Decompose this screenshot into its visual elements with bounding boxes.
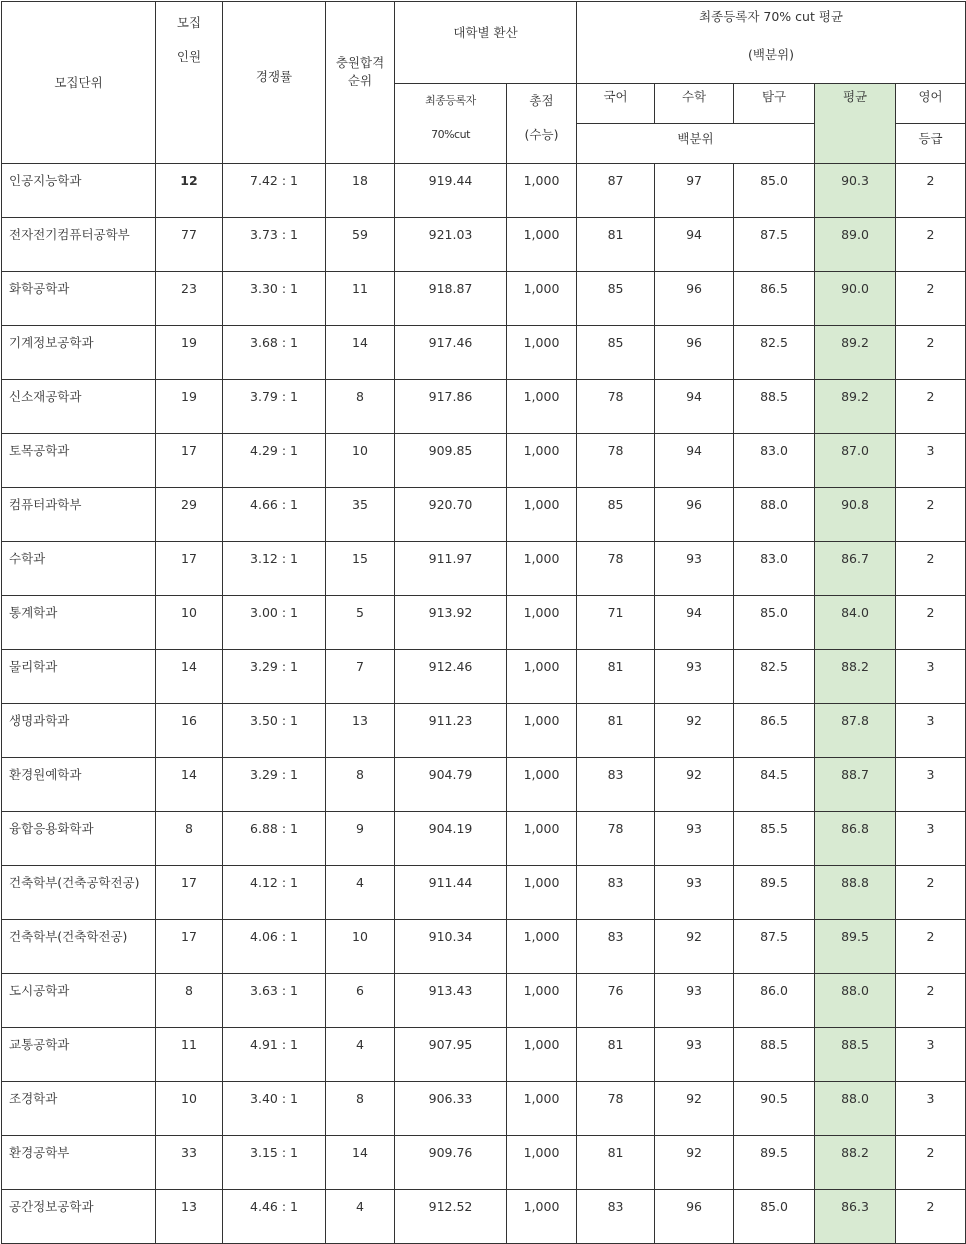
cell-explore: 88.0 [734, 488, 815, 542]
cell-final70-cut: 913.92 [395, 596, 507, 650]
cell-average: 89.5 [815, 920, 896, 974]
cell-korean: 81 [577, 1136, 655, 1190]
header-grade: 등급 [896, 124, 966, 164]
cell-english: 2 [896, 380, 966, 434]
cell-competition: 7.42 : 1 [223, 164, 326, 218]
cell-english: 3 [896, 758, 966, 812]
cell-explore: 82.5 [734, 326, 815, 380]
table-row [2, 272, 966, 326]
cell-competition: 3.50 : 1 [223, 704, 326, 758]
cell-total: 1,000 [507, 488, 577, 542]
table-row [2, 812, 966, 866]
cell-total: 1,000 [507, 812, 577, 866]
cell-competition: 3.73 : 1 [223, 218, 326, 272]
cell-final70-cut: 912.46 [395, 650, 507, 704]
cell-final70-cut: 911.44 [395, 866, 507, 920]
cell-explore: 82.5 [734, 650, 815, 704]
header-rank-line2: 순위 [347, 73, 373, 88]
cell-competition: 3.30 : 1 [223, 272, 326, 326]
cell-average: 86.8 [815, 812, 896, 866]
table-row [2, 758, 966, 812]
header-average-title: 최종등록자 70% cut 평균 [699, 9, 843, 24]
cell-unit: 신소재공학과 [2, 380, 156, 434]
cell-rank: 10 [326, 434, 395, 488]
cell-english: 2 [896, 920, 966, 974]
cell-quota: 29 [156, 488, 223, 542]
cell-math: 94 [655, 218, 734, 272]
cell-explore: 87.5 [734, 920, 815, 974]
cell-average: 88.2 [815, 1136, 896, 1190]
table-row [2, 704, 966, 758]
cell-average: 88.0 [815, 1082, 896, 1136]
cell-rank: 8 [326, 380, 395, 434]
cell-unit: 융합응용화학과 [2, 812, 156, 866]
table-row [2, 1082, 966, 1136]
cell-rank: 4 [326, 866, 395, 920]
header-rank-line1: 충원합격 [335, 55, 385, 70]
cell-competition: 4.66 : 1 [223, 488, 326, 542]
cell-math: 92 [655, 704, 734, 758]
header-final70-line1: 최종등록자 [425, 94, 476, 107]
cell-korean: 78 [577, 380, 655, 434]
cell-total: 1,000 [507, 704, 577, 758]
cell-final70-cut: 909.76 [395, 1136, 507, 1190]
cell-average: 89.2 [815, 380, 896, 434]
table-row [2, 596, 966, 650]
cell-english: 3 [896, 434, 966, 488]
cell-explore: 86.0 [734, 974, 815, 1028]
cell-total: 1,000 [507, 326, 577, 380]
cell-korean: 87 [577, 164, 655, 218]
cell-final70-cut: 920.70 [395, 488, 507, 542]
cell-total: 1,000 [507, 380, 577, 434]
cell-korean: 78 [577, 434, 655, 488]
cell-average: 88.5 [815, 1028, 896, 1082]
cell-competition: 3.63 : 1 [223, 974, 326, 1028]
cell-english: 2 [896, 1190, 966, 1244]
cell-unit: 환경원예학과 [2, 758, 156, 812]
cell-english: 2 [896, 542, 966, 596]
cell-final70-cut: 913.43 [395, 974, 507, 1028]
cell-math: 96 [655, 488, 734, 542]
table-row [2, 164, 966, 218]
cell-total: 1,000 [507, 650, 577, 704]
header-average [815, 84, 896, 164]
cell-english: 2 [896, 974, 966, 1028]
cell-math: 93 [655, 542, 734, 596]
header-unit: 모집단위 [2, 2, 156, 164]
cell-korean: 81 [577, 1028, 655, 1082]
cell-total: 1,000 [507, 164, 577, 218]
cell-korean: 71 [577, 596, 655, 650]
table-row [2, 1190, 966, 1244]
cell-quota: 77 [156, 218, 223, 272]
cell-explore: 86.5 [734, 272, 815, 326]
cell-rank: 13 [326, 704, 395, 758]
cell-final70-cut: 919.44 [395, 164, 507, 218]
cell-english: 2 [896, 272, 966, 326]
cell-explore: 85.0 [734, 596, 815, 650]
cell-final70-cut: 921.03 [395, 218, 507, 272]
cell-english: 2 [896, 866, 966, 920]
cell-quota: 11 [156, 1028, 223, 1082]
cell-korean: 85 [577, 272, 655, 326]
cell-final70-cut: 910.34 [395, 920, 507, 974]
cell-final70-cut: 912.52 [395, 1190, 507, 1244]
table-row [2, 434, 966, 488]
cell-korean: 76 [577, 974, 655, 1028]
cell-explore: 85.0 [734, 1190, 815, 1244]
header-math: 수학 [655, 84, 734, 124]
cell-average: 89.0 [815, 218, 896, 272]
cell-korean: 81 [577, 704, 655, 758]
cell-average: 84.0 [815, 596, 896, 650]
cell-average: 86.3 [815, 1190, 896, 1244]
cell-korean: 81 [577, 218, 655, 272]
cell-competition: 3.29 : 1 [223, 758, 326, 812]
cell-average: 88.0 [815, 974, 896, 1028]
table-row [2, 542, 966, 596]
cell-total: 1,000 [507, 1082, 577, 1136]
cell-average: 90.0 [815, 272, 896, 326]
cell-rank: 14 [326, 1136, 395, 1190]
cell-explore: 86.5 [734, 704, 815, 758]
cell-unit: 건축학부(건축학전공) [2, 920, 156, 974]
cell-english: 3 [896, 1082, 966, 1136]
cell-rank: 15 [326, 542, 395, 596]
cell-explore: 90.5 [734, 1082, 815, 1136]
cell-unit: 수학과 [2, 542, 156, 596]
cell-unit: 전자전기컴퓨터공학부 [2, 218, 156, 272]
cell-total: 1,000 [507, 1136, 577, 1190]
cell-math: 92 [655, 1082, 734, 1136]
cell-unit: 공간정보공학과 [2, 1190, 156, 1244]
cell-average: 89.2 [815, 326, 896, 380]
table-row [2, 218, 966, 272]
cell-explore: 88.5 [734, 1028, 815, 1082]
table-row [2, 974, 966, 1028]
table-header [2, 2, 966, 164]
header-english: 영어 [896, 84, 966, 124]
table-row [2, 380, 966, 434]
cell-quota: 17 [156, 434, 223, 488]
cell-total: 1,000 [507, 758, 577, 812]
cell-english: 2 [896, 326, 966, 380]
cell-rank: 7 [326, 650, 395, 704]
cell-total: 1,000 [507, 1028, 577, 1082]
cell-final70-cut: 904.79 [395, 758, 507, 812]
cell-unit: 건축학부(건축공학전공) [2, 866, 156, 920]
cell-explore: 84.5 [734, 758, 815, 812]
cell-rank: 9 [326, 812, 395, 866]
cell-math: 93 [655, 974, 734, 1028]
cell-quota: 19 [156, 326, 223, 380]
cell-unit: 화학공학과 [2, 272, 156, 326]
cell-explore: 87.5 [734, 218, 815, 272]
table-row [2, 920, 966, 974]
cell-unit: 도시공학과 [2, 974, 156, 1028]
cell-unit: 물리학과 [2, 650, 156, 704]
cell-quota: 17 [156, 866, 223, 920]
header-percentile: 백분위 [577, 124, 815, 164]
header-total-line2: (수능) [524, 127, 559, 142]
header-final70-line2: 70%cut [431, 128, 470, 141]
cell-math: 96 [655, 272, 734, 326]
cell-unit: 토목공학과 [2, 434, 156, 488]
cell-competition: 6.88 : 1 [223, 812, 326, 866]
cell-math: 92 [655, 1136, 734, 1190]
cell-unit: 인공지능학과 [2, 164, 156, 218]
table-row [2, 326, 966, 380]
cell-quota: 23 [156, 272, 223, 326]
cell-quota: 16 [156, 704, 223, 758]
cell-competition: 4.91 : 1 [223, 1028, 326, 1082]
table-row [2, 650, 966, 704]
cell-average: 88.7 [815, 758, 896, 812]
cell-english: 2 [896, 218, 966, 272]
cell-math: 97 [655, 164, 734, 218]
cell-average: 87.0 [815, 434, 896, 488]
cell-competition: 3.29 : 1 [223, 650, 326, 704]
cell-total: 1,000 [507, 218, 577, 272]
cell-english: 3 [896, 1028, 966, 1082]
cell-math: 94 [655, 596, 734, 650]
cell-korean: 85 [577, 488, 655, 542]
cell-unit: 통계학과 [2, 596, 156, 650]
header-rank [326, 2, 395, 164]
header-final70 [395, 84, 507, 164]
cell-rank: 35 [326, 488, 395, 542]
cell-average: 90.8 [815, 488, 896, 542]
cell-average: 88.8 [815, 866, 896, 920]
cell-competition: 4.46 : 1 [223, 1190, 326, 1244]
cell-competition: 3.12 : 1 [223, 542, 326, 596]
cell-competition: 3.79 : 1 [223, 380, 326, 434]
cell-quota: 8 [156, 812, 223, 866]
cell-explore: 89.5 [734, 1136, 815, 1190]
cell-explore: 83.0 [734, 434, 815, 488]
cell-average: 88.2 [815, 650, 896, 704]
cell-total: 1,000 [507, 1190, 577, 1244]
cell-unit: 컴퓨터과학부 [2, 488, 156, 542]
cell-unit: 환경공학부 [2, 1136, 156, 1190]
cell-math: 93 [655, 812, 734, 866]
cell-total: 1,000 [507, 272, 577, 326]
cell-competition: 4.29 : 1 [223, 434, 326, 488]
cell-final70-cut: 918.87 [395, 272, 507, 326]
cell-final70-cut: 907.95 [395, 1028, 507, 1082]
cell-math: 96 [655, 326, 734, 380]
cell-final70-cut: 906.33 [395, 1082, 507, 1136]
cell-explore: 83.0 [734, 542, 815, 596]
cell-english: 2 [896, 596, 966, 650]
cell-quota: 10 [156, 596, 223, 650]
cell-quota: 33 [156, 1136, 223, 1190]
cell-rank: 8 [326, 1082, 395, 1136]
cell-quota: 14 [156, 758, 223, 812]
cell-final70-cut: 917.46 [395, 326, 507, 380]
cell-final70-cut: 911.97 [395, 542, 507, 596]
header-explore: 탐구 [734, 84, 815, 124]
cell-final70-cut: 911.23 [395, 704, 507, 758]
cell-quota: 17 [156, 542, 223, 596]
cell-competition: 4.06 : 1 [223, 920, 326, 974]
cell-korean: 85 [577, 326, 655, 380]
cell-total: 1,000 [507, 974, 577, 1028]
table-row [2, 488, 966, 542]
cell-quota: 8 [156, 974, 223, 1028]
cell-rank: 8 [326, 758, 395, 812]
cell-math: 93 [655, 650, 734, 704]
header-quota-line1: 모집 [176, 15, 202, 30]
cell-english: 3 [896, 704, 966, 758]
header-total-line1: 총점 [529, 93, 554, 108]
cell-korean: 81 [577, 650, 655, 704]
cell-rank: 10 [326, 920, 395, 974]
cell-korean: 78 [577, 542, 655, 596]
cell-quota: 12 [156, 164, 223, 218]
cell-korean: 83 [577, 1190, 655, 1244]
cell-total: 1,000 [507, 866, 577, 920]
table-body [2, 164, 966, 1244]
header-total [507, 84, 577, 164]
cell-rank: 6 [326, 974, 395, 1028]
cell-english: 3 [896, 812, 966, 866]
cell-math: 93 [655, 1028, 734, 1082]
header-univ-conversion: 대학별 환산 [395, 2, 577, 84]
header-average-subtitle: (백분위) [748, 47, 795, 62]
cell-english: 3 [896, 650, 966, 704]
cell-rank: 18 [326, 164, 395, 218]
table-row [2, 866, 966, 920]
header-average-label: 평균 [842, 89, 868, 104]
cell-rank: 4 [326, 1028, 395, 1082]
cell-korean: 83 [577, 758, 655, 812]
cell-english: 2 [896, 488, 966, 542]
cell-explore: 85.0 [734, 164, 815, 218]
header-competition: 경쟁률 [223, 2, 326, 164]
cell-unit: 생명과학과 [2, 704, 156, 758]
cell-quota: 13 [156, 1190, 223, 1244]
cell-english: 2 [896, 164, 966, 218]
cell-explore: 89.5 [734, 866, 815, 920]
cell-english: 2 [896, 1136, 966, 1190]
cell-competition: 3.40 : 1 [223, 1082, 326, 1136]
cell-competition: 3.68 : 1 [223, 326, 326, 380]
cell-math: 92 [655, 920, 734, 974]
cell-final70-cut: 909.85 [395, 434, 507, 488]
cell-korean: 78 [577, 1082, 655, 1136]
table-row [2, 1136, 966, 1190]
cell-unit: 기계정보공학과 [2, 326, 156, 380]
cell-math: 93 [655, 866, 734, 920]
header-average-group [577, 2, 966, 84]
cell-final70-cut: 917.86 [395, 380, 507, 434]
header-quota [156, 2, 223, 164]
header-quota-line2: 인원 [176, 49, 202, 64]
cell-math: 94 [655, 434, 734, 488]
cell-rank: 59 [326, 218, 395, 272]
cell-explore: 88.5 [734, 380, 815, 434]
cell-average: 87.8 [815, 704, 896, 758]
cell-explore: 85.5 [734, 812, 815, 866]
cell-competition: 4.12 : 1 [223, 866, 326, 920]
cell-rank: 4 [326, 1190, 395, 1244]
header-korean: 국어 [577, 84, 655, 124]
cell-final70-cut: 904.19 [395, 812, 507, 866]
cell-korean: 83 [577, 866, 655, 920]
cell-competition: 3.15 : 1 [223, 1136, 326, 1190]
admission-results-table [1, 1, 966, 1244]
cell-unit: 교통공학과 [2, 1028, 156, 1082]
cell-math: 92 [655, 758, 734, 812]
cell-unit: 조경학과 [2, 1082, 156, 1136]
cell-math: 96 [655, 1190, 734, 1244]
cell-average: 86.7 [815, 542, 896, 596]
cell-korean: 83 [577, 920, 655, 974]
cell-quota: 17 [156, 920, 223, 974]
cell-korean: 78 [577, 812, 655, 866]
cell-total: 1,000 [507, 434, 577, 488]
cell-quota: 14 [156, 650, 223, 704]
cell-total: 1,000 [507, 596, 577, 650]
cell-rank: 11 [326, 272, 395, 326]
cell-math: 94 [655, 380, 734, 434]
cell-rank: 14 [326, 326, 395, 380]
cell-rank: 5 [326, 596, 395, 650]
cell-total: 1,000 [507, 920, 577, 974]
cell-average: 90.3 [815, 164, 896, 218]
cell-total: 1,000 [507, 542, 577, 596]
cell-quota: 19 [156, 380, 223, 434]
cell-quota: 10 [156, 1082, 223, 1136]
table-row [2, 1028, 966, 1082]
cell-competition: 3.00 : 1 [223, 596, 326, 650]
